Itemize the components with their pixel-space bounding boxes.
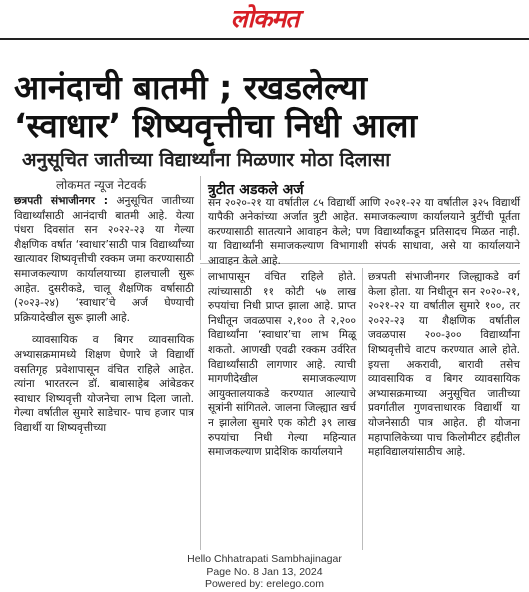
headline-line2: ‘स्वाधार’ शिष्यवृत्तीचा निधी आला <box>14 106 418 145</box>
column-divider-1 <box>200 268 201 550</box>
footer-edition: Hello Chhatrapati Sambhajinagar <box>187 553 342 565</box>
dateline: छत्रपती संभाजीनगर : <box>14 195 108 207</box>
byline: लोकमत न्यूज नेटवर्क <box>56 178 147 192</box>
article-column-2 <box>208 270 356 550</box>
masthead-logo: लोकमत <box>230 4 299 33</box>
box-left-rule <box>200 176 201 260</box>
masthead-rule <box>0 38 529 40</box>
footer-page-date: Page No. 8 Jan 13, 2024 <box>206 566 323 578</box>
article-column-3 <box>368 270 520 550</box>
headline-line1: आनंदाची बातमी ; रखडलेल्या <box>14 68 368 107</box>
box-heading: त्रुटीत अडकले अर्ज <box>208 182 304 198</box>
column2-paragraph: लाभापासून वंचित राहिले होते. त्यांच्यासाठी ११ कोटी ५७ लाख रुपयांचा निधी प्राप्त झाला आहे. प्राप्त निधीतून जवळपास २,१०० ते २,२०० विद्यार्थ्यांना ‘स्वाधार’चा लाभ मिळू शकतो. आणखी एवढी रक्कम उर्वरित विद्यार्थ्यांसाठी लागणार आहे. त्याची मागणीदेखील समाजकल्याण आयुक्तालयाकडे करण्यात आल्याचे सूत्रांनी सांगितले. जालना जिल्ह्यात खर्च न झालेला सुमारे एक कोटी ३९ लाख रुपयांचा निधी गेल्या महिन्यात समाजकल्याण प्रादेशिक कार्यालयाने <box>208 271 356 459</box>
subheadline: अनुसूचित जातीच्या विद्यार्थ्यांना मिळणार मोठा दिलासा <box>22 149 391 171</box>
column-divider-2 <box>362 268 363 550</box>
column1-paragraph-2: व्यावसायिक व बिगर व्यावसायिक अभ्यासक्रमामध्ये शिक्षण घेणारे जे विद्यार्थी वसतिगृह प्रवेशापासून वंचित राहिले आहेत. त्यांना भारतरत्न डॉ. बाबासाहेब आंबेडकर स्वाधार शिष्यवृत्ती योजनेचा लाभ दिला जातो. गेल्या वर्षातील सुमारे साडेचार- पाच हजार पात्र विद्यार्थी या शिष्यवृत्तीच्या <box>14 334 194 434</box>
article-column-1 <box>14 194 194 550</box>
footer-powered-by: Powered by: erelego.com <box>204 578 325 590</box>
box-text: सन २०२०-२१ या वर्षातील ८५ विद्यार्थी आणि २०२१-२२ या वर्षातील ३२५ विद्यार्थी यापैकी अनेकांच्या अर्जात त्रुटी आहेत. समाजकल्याण कार्यालयाने त्रुटींची पूर्तता करण्यासाठी सातत्याने आवाहन केले; पण विद्यार्थ्यांकडून प्रतिसादच मिळत नाही. या विद्यार्थ्यांनी समाजकल्याण विभागाशी संपर्क साधावा, असे या कार्यालयाने आवाहन केले आहे. <box>208 197 520 267</box>
column3-paragraph: छत्रपती संभाजीनगर जिल्ह्याकडे वर्ग केला होता. या निधीतून सन २०२०-२१, २०२१-२२ या वर्षातील सुमारे १००, तर २०२२-२३ या शैक्षणिक वर्षातील जवळपास २००-३०० विद्यार्थ्यांना शिष्यवृत्तीचे वाटप करण्यात आले होते. इयत्ता अकरावी, बारावी तसेच व्यावसायिक व बिगर व्यावसायिक अभ्यासक्रमाच्या अनुसूचित जातीच्या प्रवर्गातील गुणवत्ताधारक विद्यार्थी या योजनेसाठी पात्र आहेत. ही योजना महापालिकेच्या पाच किलोमीटर हद्दीतील महाविद्यालयांसाठीच आहे. <box>368 271 520 459</box>
column1-paragraph-1: अनुसूचित जातीच्या विद्यार्थ्यांसाठी आनंदाची बातमी आहे. येत्या पंधरा दिवसांत सन २०२२-२३ या गेल्या शैक्षणिक वर्षात ‘स्वाधार’साठी पात्र विद्यार्थ्यांच्या खात्यावर शिष्यवृत्तीची रक्कम जमा करण्यासाठी समाजकल्याण कार्यालयाच्या हालचाली सुरू आहेत. दुसरीकडे, चालू शैक्षणिक वर्षासाठी (२०२३-२४) ‘स्वाधार’चे अर्ज घेण्याची प्रक्रियादेखील सुरू झाली आहे. <box>14 195 194 324</box>
